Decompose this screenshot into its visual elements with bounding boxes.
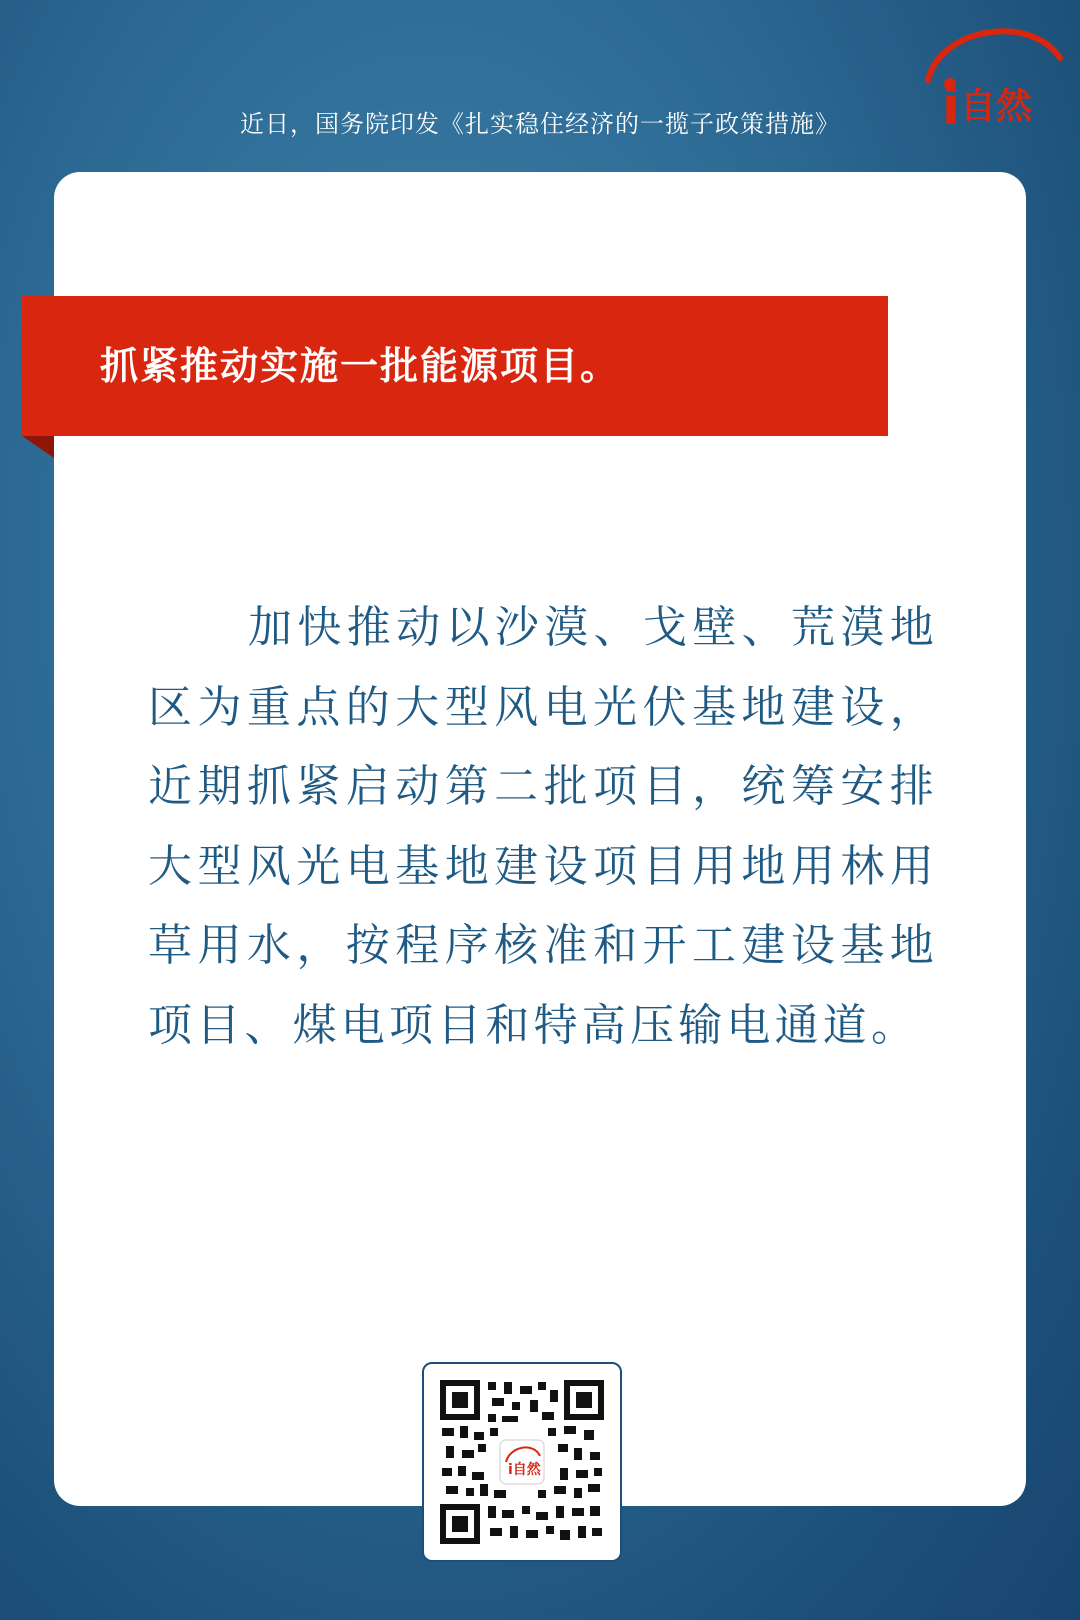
body-paragraph: 加快推动以沙漠、戈壁、荒漠地区为重点的大型风电光伏基地建设，近期抓紧启动第二批项目，统筹安排大型风光电基地建设项目用地用林用草用水，按程序核准和开工建设基地项目、煤电项目和特高压输电通道。 [148,602,938,1051]
qr-code-icon [438,1378,606,1546]
banner-title: 抓紧推动实施一批能源项目。 [100,344,621,388]
qr-center-logo: i自然 [508,1462,541,1478]
svg-text:自然: 自然 [960,86,1033,127]
banner-fold [22,436,54,458]
svg-text:i: i [942,77,960,137]
page-subtitle: 近日，国务院印发《扎实稳住经济的一揽子政策措施》 [240,110,840,138]
logo-icon [920,18,1070,138]
qr-code [422,1362,622,1562]
title-banner [22,296,888,436]
